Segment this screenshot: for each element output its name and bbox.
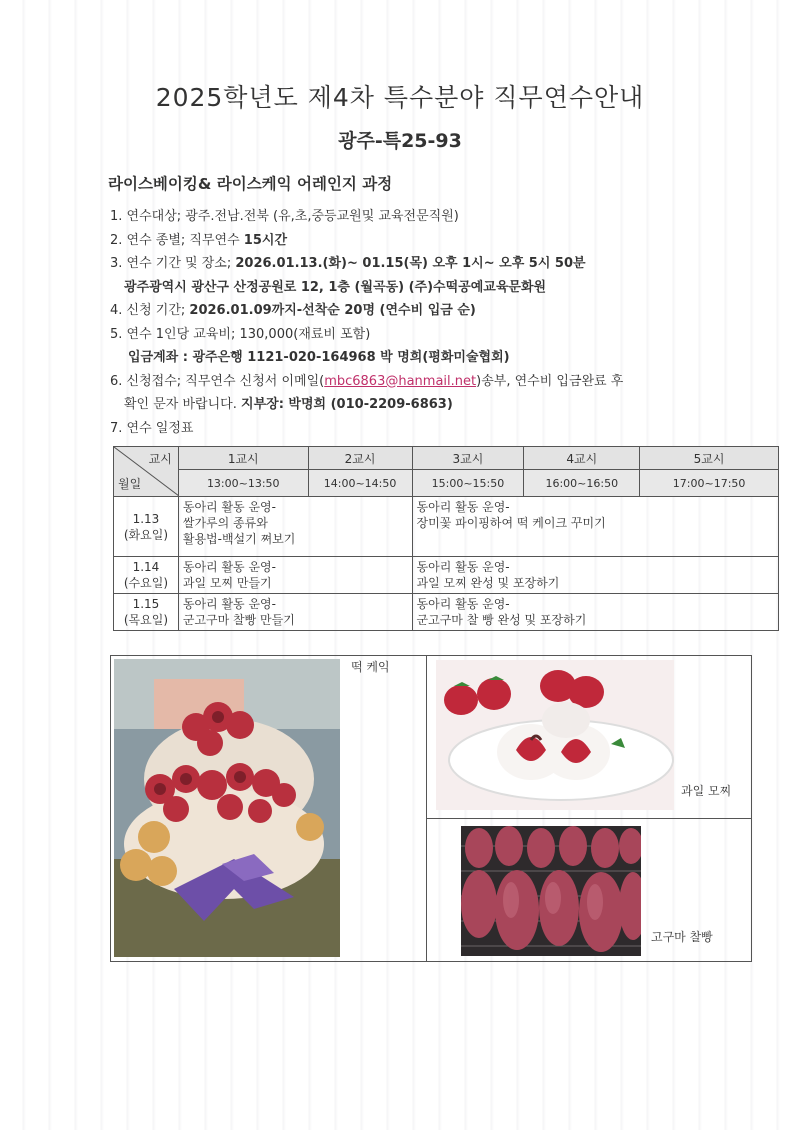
date-cell: 1.14 (수요일) — [114, 557, 179, 594]
email-link[interactable]: mbc6863@hanmail.net — [324, 373, 477, 389]
activity-cell: 동아리 활동 운영- 쌀가루의 종류와 활용법-백설기 쪄보기 — [178, 497, 412, 557]
caption-rice-cake: 떡 케익 — [351, 660, 390, 674]
time-header: 15:00~15:50 — [412, 470, 524, 497]
period-header: 2교시 — [308, 447, 412, 470]
period-header: 5교시 — [640, 447, 779, 470]
item-confirm: 확인 문자 바랍니다. 지부장: 박명희 (010-2209-6863) — [124, 397, 453, 412]
course-name: 라이스베이킹& 라이스케익 어레인지 과정 — [108, 175, 393, 193]
time-header: 13:00~13:50 — [178, 470, 308, 497]
rice-cake-photo — [114, 659, 340, 957]
table-row — [114, 497, 779, 557]
time-header: 17:00~17:50 — [640, 470, 779, 497]
divider — [426, 818, 751, 819]
sweet-potato-bread-photo — [461, 826, 641, 956]
period-header: 4교시 — [524, 447, 640, 470]
item-schedule-heading: 7. 연수 일정표 — [110, 420, 194, 436]
item-apply: 6. 신청접수; 직무연수 신청서 이메일(mbc6863@hanmail.net)송부, 연수비 입금완료 후 — [110, 373, 624, 389]
caption-fruit-mochi: 과일 모찌 — [681, 784, 732, 798]
fruit-mochi-photo — [436, 660, 674, 810]
period-header: 3교시 — [412, 447, 524, 470]
date-cell: 1.13 (화요일) — [114, 497, 179, 557]
item-apply-period: 4. 신청 기간; 2026.01.09까지-선착순 20명 (연수비 입금 순) — [110, 303, 476, 318]
corner-header: 교시 월일 — [114, 447, 179, 497]
period-header: 1교시 — [178, 447, 308, 470]
schedule-table — [113, 446, 779, 631]
item-type: 2. 연수 종별; 직무연수 15시간 — [110, 232, 288, 248]
info-list — [110, 205, 730, 440]
table-row — [114, 594, 779, 631]
divider — [426, 656, 427, 961]
item-place: 광주광역시 광산구 산정공원로 12, 1층 (월곡동) (주)수떡공예교육문화원 — [124, 279, 547, 295]
item-fee: 5. 연수 1인당 교육비; 130,000(재료비 포함) — [110, 326, 371, 342]
date-cell: 1.15 (목요일) — [114, 594, 179, 631]
page-title: 2025학년도 제4차 특수분야 직무연수안내 — [155, 83, 645, 112]
activity-cell: 동아리 활동 운영- 군고구마 찰빵 만들기 — [178, 594, 412, 631]
caption-sweet-potato-bread: 고구마 찰빵 — [651, 930, 713, 944]
item-target: 1. 연수대상; 광주.전남.전북 (유,초,중등교원및 교육전문직원) — [110, 209, 459, 224]
time-header: 14:00~14:50 — [308, 470, 412, 497]
table-row — [114, 557, 779, 594]
activity-cell: 동아리 활동 운영- 과일 모찌 완성 및 포장하기 — [412, 557, 778, 594]
course-code: 광주-특25-93 — [338, 130, 462, 152]
time-header: 16:00~16:50 — [524, 470, 640, 497]
item-account: 입금계좌 : 광주은행 1121-020-164968 박 명희(평화미술협회) — [128, 350, 510, 365]
item-period: 3. 연수 기간 및 장소; 2026.01.13.(화)~ 01.15(목) 오후 1시~ 오후 5시 50분 — [110, 256, 586, 271]
activity-cell: 동아리 활동 운영- 장미꽃 파이핑하여 떡 케이크 꾸미기 — [412, 497, 778, 557]
photo-grid — [110, 655, 752, 962]
activity-cell: 동아리 활동 운영- 과일 모찌 만들기 — [178, 557, 412, 594]
activity-cell: 동아리 활동 운영- 군고구마 찰 빵 완성 및 포장하기 — [412, 594, 778, 631]
